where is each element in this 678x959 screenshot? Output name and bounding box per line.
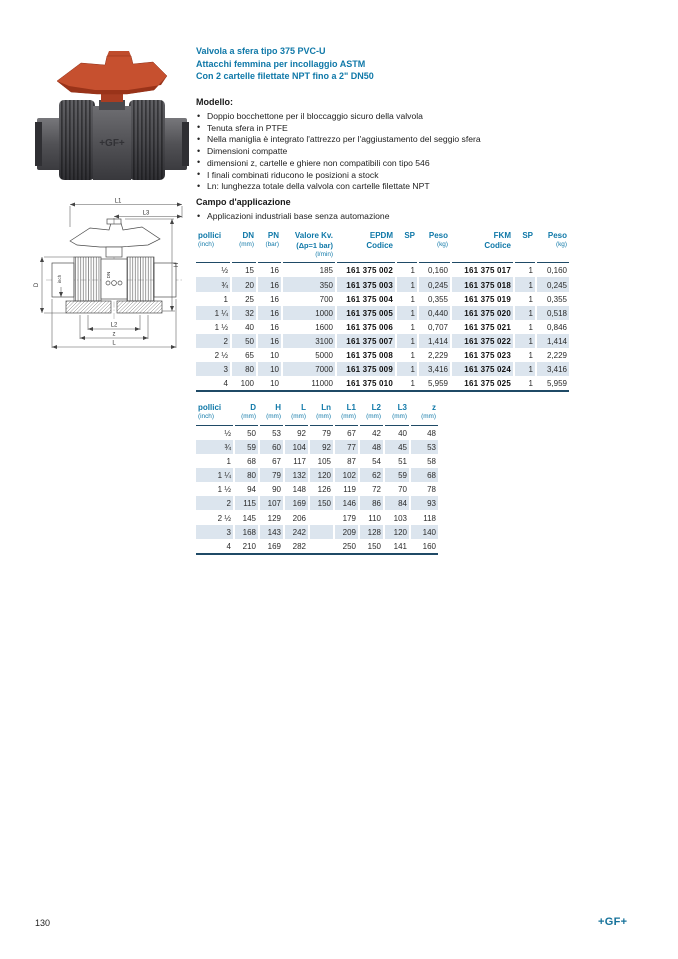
table-cell: 118 bbox=[410, 510, 438, 524]
table-cell: 1600 bbox=[282, 320, 336, 334]
body-brand-text: +GF+ bbox=[99, 138, 125, 149]
table-cell: 150 bbox=[359, 539, 384, 554]
socket-left-outline bbox=[52, 263, 74, 297]
flange-left-section bbox=[66, 301, 111, 313]
table-row bbox=[196, 320, 569, 334]
col-header-pn: PN (bar) bbox=[257, 231, 282, 263]
table-cell: 72 bbox=[359, 482, 384, 496]
table-cell: 1 ¼ bbox=[196, 306, 231, 320]
codes-table-section bbox=[196, 231, 569, 392]
table-row bbox=[196, 510, 438, 524]
table-cell: 3100 bbox=[282, 334, 336, 348]
table-cell: 206 bbox=[284, 510, 309, 524]
table-cell: 1 bbox=[396, 376, 418, 391]
table-cell: 115 bbox=[234, 496, 259, 510]
col-header-l: L (mm) bbox=[284, 403, 309, 425]
table-cell: 700 bbox=[282, 292, 336, 306]
table-cell: 2 bbox=[196, 496, 234, 510]
dim-label-l1: L1 bbox=[114, 198, 122, 205]
bullet-item: • I finali combinati riducono le posizioni a stock bbox=[196, 170, 616, 182]
technical-drawing bbox=[30, 195, 190, 356]
table-cell: 4 bbox=[196, 376, 231, 391]
table-row bbox=[196, 376, 569, 391]
col-header-dn: DN (mm) bbox=[231, 231, 257, 263]
bullet-item: • Applicazioni industriali base senza automazione bbox=[196, 211, 616, 223]
table-cell: 54 bbox=[359, 454, 384, 468]
table-cell: 250 bbox=[334, 539, 359, 554]
table-cell: 2,229 bbox=[536, 348, 569, 362]
table-cell: 59 bbox=[384, 468, 410, 482]
col-header-z: z (mm) bbox=[410, 403, 438, 425]
table-cell: 1 ¼ bbox=[196, 468, 234, 482]
table-row bbox=[196, 306, 569, 320]
bullet-item: • Ln: lunghezza totale della valvola con cartelle filettate NPT bbox=[196, 181, 616, 193]
table-cell: 1 bbox=[396, 320, 418, 334]
table-cell: 0,355 bbox=[536, 292, 569, 306]
modello-bullet-list bbox=[196, 111, 616, 193]
table-cell: 53 bbox=[410, 440, 438, 454]
table-cell: 1,414 bbox=[536, 334, 569, 348]
table-cell: 5000 bbox=[282, 348, 336, 362]
bullet-item: • Nella maniglia è integrato l'attrezzo per l'aggiustamento del seggio sfera bbox=[196, 134, 616, 146]
table-cell: 48 bbox=[359, 440, 384, 454]
page-number: 130 bbox=[35, 918, 51, 928]
table-cell: 126 bbox=[309, 482, 334, 496]
dim-label-l2: L2 bbox=[110, 322, 118, 329]
col-header-peso: Peso (kg) bbox=[418, 231, 451, 263]
col-header-h: H (mm) bbox=[259, 403, 284, 425]
table-cell: 0,160 bbox=[536, 263, 569, 278]
table-cell: 161 375 005 bbox=[336, 306, 396, 320]
union-nut-left bbox=[59, 100, 95, 180]
col-header-l1: L1 (mm) bbox=[334, 403, 359, 425]
table-cell: 1 bbox=[226, 457, 231, 467]
table-cell: 161 375 002 bbox=[336, 263, 396, 278]
table-row bbox=[196, 277, 569, 291]
table-cell: 2 ½ bbox=[217, 513, 231, 523]
table-cell: 1 bbox=[396, 334, 418, 348]
table-cell: 65 bbox=[231, 348, 257, 362]
table-cell: 80 bbox=[231, 362, 257, 376]
table-cell: 161 375 019 bbox=[451, 292, 514, 306]
table-cell: 282 bbox=[284, 539, 309, 554]
table-cell: 16 bbox=[257, 334, 282, 348]
table-cell: 16 bbox=[257, 263, 282, 278]
table-cell: 1 ½ bbox=[217, 485, 231, 495]
table-cell: 146 bbox=[334, 496, 359, 510]
bullet-item: • Doppio bocchettone per il bloccaggio sicuro della valvola bbox=[196, 111, 616, 123]
table-cell: 16 bbox=[257, 277, 282, 291]
table-cell: 145 bbox=[234, 510, 259, 524]
table-row bbox=[196, 440, 438, 454]
dimensions-table-section bbox=[196, 403, 438, 555]
title-line-3: Con 2 cartelle filettate NPT fino a 2" DN50 bbox=[196, 71, 374, 81]
table-cell: 32 bbox=[231, 306, 257, 320]
col-header-pollici: pollici (inch) bbox=[196, 231, 231, 263]
table-cell: 79 bbox=[259, 468, 284, 482]
dim-label-inch: inch bbox=[57, 274, 62, 284]
body-outline bbox=[101, 259, 127, 299]
table-cell: 40 bbox=[384, 425, 410, 440]
table-cell: 1 bbox=[514, 292, 536, 306]
table-cell: 50 bbox=[234, 425, 259, 440]
table-cell: 242 bbox=[284, 525, 309, 539]
socket-right-outline bbox=[154, 263, 176, 297]
table-cell: 70 bbox=[384, 482, 410, 496]
title-line-2: Attacchi femmina per incollaggio ASTM bbox=[196, 58, 366, 69]
valve-photo-image bbox=[33, 50, 191, 185]
table-cell: 92 bbox=[284, 425, 309, 440]
table-row bbox=[196, 263, 569, 278]
table-cell: 2 ½ bbox=[214, 351, 228, 360]
table-cell: 0,245 bbox=[418, 277, 451, 291]
table-cell: 161 375 009 bbox=[336, 362, 396, 376]
valve-handle bbox=[57, 51, 167, 102]
table-row bbox=[196, 425, 438, 440]
table-cell: 60 bbox=[259, 440, 284, 454]
table-cell: 7000 bbox=[282, 362, 336, 376]
table-cell: 119 bbox=[334, 482, 359, 496]
table-cell: 10 bbox=[257, 376, 282, 391]
table-row bbox=[196, 454, 438, 468]
table-cell: 161 375 022 bbox=[451, 334, 514, 348]
table-cell: 0,846 bbox=[536, 320, 569, 334]
table-cell: 0,355 bbox=[418, 292, 451, 306]
table-cell: 0,707 bbox=[418, 320, 451, 334]
flange-right-section bbox=[117, 301, 162, 313]
table-cell: 1 bbox=[396, 348, 418, 362]
bullet-item: • Tenuta sfera in PTFE bbox=[196, 123, 616, 135]
table-cell: 10 bbox=[257, 362, 282, 376]
union-nut-right bbox=[129, 100, 165, 180]
table-cell: 161 375 006 bbox=[336, 320, 396, 334]
table-cell: 84 bbox=[384, 496, 410, 510]
table-cell: 59 bbox=[234, 440, 259, 454]
table-cell: 179 bbox=[334, 510, 359, 524]
handle-outline bbox=[70, 223, 160, 247]
col-header-epdm: EPDM Codice bbox=[336, 231, 396, 263]
table-cell: 161 375 020 bbox=[451, 306, 514, 320]
table-cell: 0,518 bbox=[536, 306, 569, 320]
col-header-fkm: FKM Codice bbox=[451, 231, 514, 263]
dim-label-d: D bbox=[34, 282, 40, 288]
table-cell: 161 375 023 bbox=[451, 348, 514, 362]
product-photo bbox=[33, 50, 191, 190]
table-cell: 150 bbox=[309, 496, 334, 510]
table-cell: 120 bbox=[384, 525, 410, 539]
table-cell: 80 bbox=[234, 468, 259, 482]
table-cell: 1 bbox=[396, 263, 418, 278]
section-campo bbox=[196, 197, 616, 223]
campo-bullet-list bbox=[196, 211, 616, 223]
table-cell: 210 bbox=[234, 539, 259, 554]
table-cell: 110 bbox=[359, 510, 384, 524]
header-row bbox=[196, 231, 569, 263]
table-cell: 1000 bbox=[282, 306, 336, 320]
table-cell: 5,959 bbox=[418, 376, 451, 391]
table-cell: 185 bbox=[282, 263, 336, 278]
table-cell: 92 bbox=[309, 440, 334, 454]
table-cell: 103 bbox=[384, 510, 410, 524]
table-cell: 148 bbox=[284, 482, 309, 496]
gf-logo: +GF+ bbox=[598, 916, 628, 928]
table-cell: 102 bbox=[334, 468, 359, 482]
table-cell: 0,160 bbox=[418, 263, 451, 278]
table-cell: 169 bbox=[259, 539, 284, 554]
modello-heading: Modello: bbox=[196, 97, 233, 107]
codes-table bbox=[196, 231, 569, 392]
table-row bbox=[196, 348, 569, 362]
table-cell: 67 bbox=[334, 425, 359, 440]
table-cell: 1 bbox=[396, 362, 418, 376]
table-cell: 67 bbox=[259, 454, 284, 468]
table-cell: 16 bbox=[257, 320, 282, 334]
table-cell: 161 375 018 bbox=[451, 277, 514, 291]
section-modello bbox=[196, 97, 616, 193]
campo-heading: Campo d'applicazione bbox=[196, 197, 291, 207]
table-cell: 68 bbox=[410, 468, 438, 482]
bullet-item: • Dimensioni compatte bbox=[196, 146, 616, 158]
pipe-socket-right bbox=[161, 118, 189, 170]
table-cell: 1 bbox=[514, 306, 536, 320]
col-header-peso: Peso (kg) bbox=[536, 231, 569, 263]
col-header-l3: L3 (mm) bbox=[384, 403, 410, 425]
table-cell: 93 bbox=[410, 496, 438, 510]
table-cell: 132 bbox=[284, 468, 309, 482]
table-cell: 77 bbox=[334, 440, 359, 454]
table-cell: 16 bbox=[257, 306, 282, 320]
table-cell bbox=[309, 510, 334, 524]
col-header-l2: L2 (mm) bbox=[359, 403, 384, 425]
table-cell: 161 375 025 bbox=[451, 376, 514, 391]
col-header-ln: Ln (mm) bbox=[309, 403, 334, 425]
dim-label-z: z bbox=[112, 331, 116, 338]
table-cell: 20 bbox=[231, 277, 257, 291]
table-cell: 209 bbox=[334, 525, 359, 539]
table-cell: 53 bbox=[259, 425, 284, 440]
nut-left-outline bbox=[74, 257, 101, 301]
table-cell: 0,440 bbox=[418, 306, 451, 320]
col-header-valore-kv-: Valore Kv. (Δp=1 bar) (l/min) bbox=[282, 231, 336, 263]
table-cell: ¾ bbox=[196, 440, 234, 454]
table-cell: 104 bbox=[284, 440, 309, 454]
table-cell: 1 bbox=[223, 294, 228, 304]
table-row bbox=[196, 539, 438, 554]
table-cell: 11000 bbox=[282, 376, 336, 391]
table-cell: 79 bbox=[309, 425, 334, 440]
table-cell: 48 bbox=[410, 425, 438, 440]
table-cell: 1 bbox=[514, 362, 536, 376]
table-cell: 1 bbox=[396, 277, 418, 291]
table-cell: 168 bbox=[234, 525, 259, 539]
table-row bbox=[196, 496, 438, 510]
table-cell: 161 375 024 bbox=[451, 362, 514, 376]
table-cell: 42 bbox=[359, 425, 384, 440]
table-cell: 3,416 bbox=[536, 362, 569, 376]
col-header-pollici: pollici (inch) bbox=[196, 403, 234, 425]
table-cell: 129 bbox=[259, 510, 284, 524]
table-cell: 4 bbox=[196, 539, 234, 554]
table-cell: 140 bbox=[410, 525, 438, 539]
table-cell: 161 375 008 bbox=[336, 348, 396, 362]
table-cell: 161 375 017 bbox=[451, 263, 514, 278]
table-cell: 161 375 004 bbox=[336, 292, 396, 306]
title-line-1: Valvola a sfera tipo 375 PVC-U bbox=[196, 46, 326, 56]
table-cell: 62 bbox=[359, 468, 384, 482]
table-cell: 2,229 bbox=[418, 348, 451, 362]
table-cell: 161 375 003 bbox=[336, 277, 396, 291]
table-cell: ½ bbox=[224, 428, 231, 438]
dim-label-dn: DN bbox=[106, 271, 111, 279]
table-cell: 94 bbox=[234, 482, 259, 496]
table-cell: 25 bbox=[231, 292, 257, 306]
table-cell: 3 bbox=[196, 362, 231, 376]
table-cell: 1,414 bbox=[418, 334, 451, 348]
col-header-sp: SP bbox=[396, 231, 418, 263]
dim-label-l3: L3 bbox=[142, 210, 150, 217]
table-cell: 1 bbox=[514, 263, 536, 278]
table-cell bbox=[309, 525, 334, 539]
table-cell: 117 bbox=[284, 454, 309, 468]
table-cell: 2 bbox=[196, 334, 231, 348]
table-cell: 1 bbox=[396, 292, 418, 306]
table-cell: 50 bbox=[231, 334, 257, 348]
table-cell: 51 bbox=[384, 454, 410, 468]
table-cell: ¾ bbox=[196, 277, 231, 291]
table-cell: 105 bbox=[309, 454, 334, 468]
table-cell: 161 375 010 bbox=[336, 376, 396, 391]
table-cell: ½ bbox=[221, 266, 228, 276]
table-row bbox=[196, 334, 569, 348]
nut-right-outline bbox=[127, 257, 154, 301]
table-cell: 1 bbox=[514, 376, 536, 391]
table-cell: 16 bbox=[257, 292, 282, 306]
table-cell: 160 bbox=[410, 539, 438, 554]
stem-outline bbox=[106, 247, 122, 257]
valve-body bbox=[93, 106, 131, 180]
valve-drawing-image bbox=[30, 195, 190, 351]
table-cell: 128 bbox=[359, 525, 384, 539]
table-cell: 0,245 bbox=[536, 277, 569, 291]
table-cell: 3,416 bbox=[418, 362, 451, 376]
table-cell: 143 bbox=[259, 525, 284, 539]
pipe-socket-left bbox=[35, 118, 63, 170]
table-cell: 1 bbox=[514, 277, 536, 291]
table-row bbox=[196, 292, 569, 306]
table-cell: 169 bbox=[284, 496, 309, 510]
page-title bbox=[196, 45, 374, 83]
dim-label-h: H bbox=[174, 262, 180, 268]
table-cell: 90 bbox=[259, 482, 284, 496]
table-cell: 1 bbox=[514, 348, 536, 362]
table-cell: 40 bbox=[231, 320, 257, 334]
table-cell: 58 bbox=[410, 454, 438, 468]
table-cell: 78 bbox=[410, 482, 438, 496]
table-cell: 68 bbox=[234, 454, 259, 468]
table-cell: 161 375 007 bbox=[336, 334, 396, 348]
table-cell: 107 bbox=[259, 496, 284, 510]
table-row bbox=[196, 525, 438, 539]
table-cell bbox=[309, 539, 334, 554]
table-cell: 1 bbox=[514, 320, 536, 334]
table-row bbox=[196, 362, 569, 376]
table-cell: 350 bbox=[282, 277, 336, 291]
table-cell: 10 bbox=[257, 348, 282, 362]
table-cell: 3 bbox=[196, 525, 234, 539]
table-cell: 120 bbox=[309, 468, 334, 482]
table-cell: 5,959 bbox=[536, 376, 569, 391]
table-cell: 1 bbox=[514, 334, 536, 348]
bullet-item: • dimensioni z, cartelle e ghiere non compatibili con tipo 546 bbox=[196, 158, 616, 170]
table-cell: 100 bbox=[231, 376, 257, 391]
table-cell: 1 bbox=[396, 306, 418, 320]
col-header-d: D (mm) bbox=[234, 403, 259, 425]
table-cell: 45 bbox=[384, 440, 410, 454]
table-cell: 87 bbox=[334, 454, 359, 468]
header-row bbox=[196, 403, 438, 425]
table-cell: 86 bbox=[359, 496, 384, 510]
dim-label-l: L bbox=[112, 340, 116, 347]
col-header-sp: SP bbox=[514, 231, 536, 263]
table-cell: 1 ½ bbox=[214, 322, 228, 332]
table-cell: 141 bbox=[384, 539, 410, 554]
dimensions-table bbox=[196, 403, 438, 555]
valve-outline bbox=[52, 219, 176, 313]
table-cell: 15 bbox=[231, 263, 257, 278]
table-row bbox=[196, 468, 438, 482]
table-cell: 161 375 021 bbox=[451, 320, 514, 334]
table-row bbox=[196, 482, 438, 496]
